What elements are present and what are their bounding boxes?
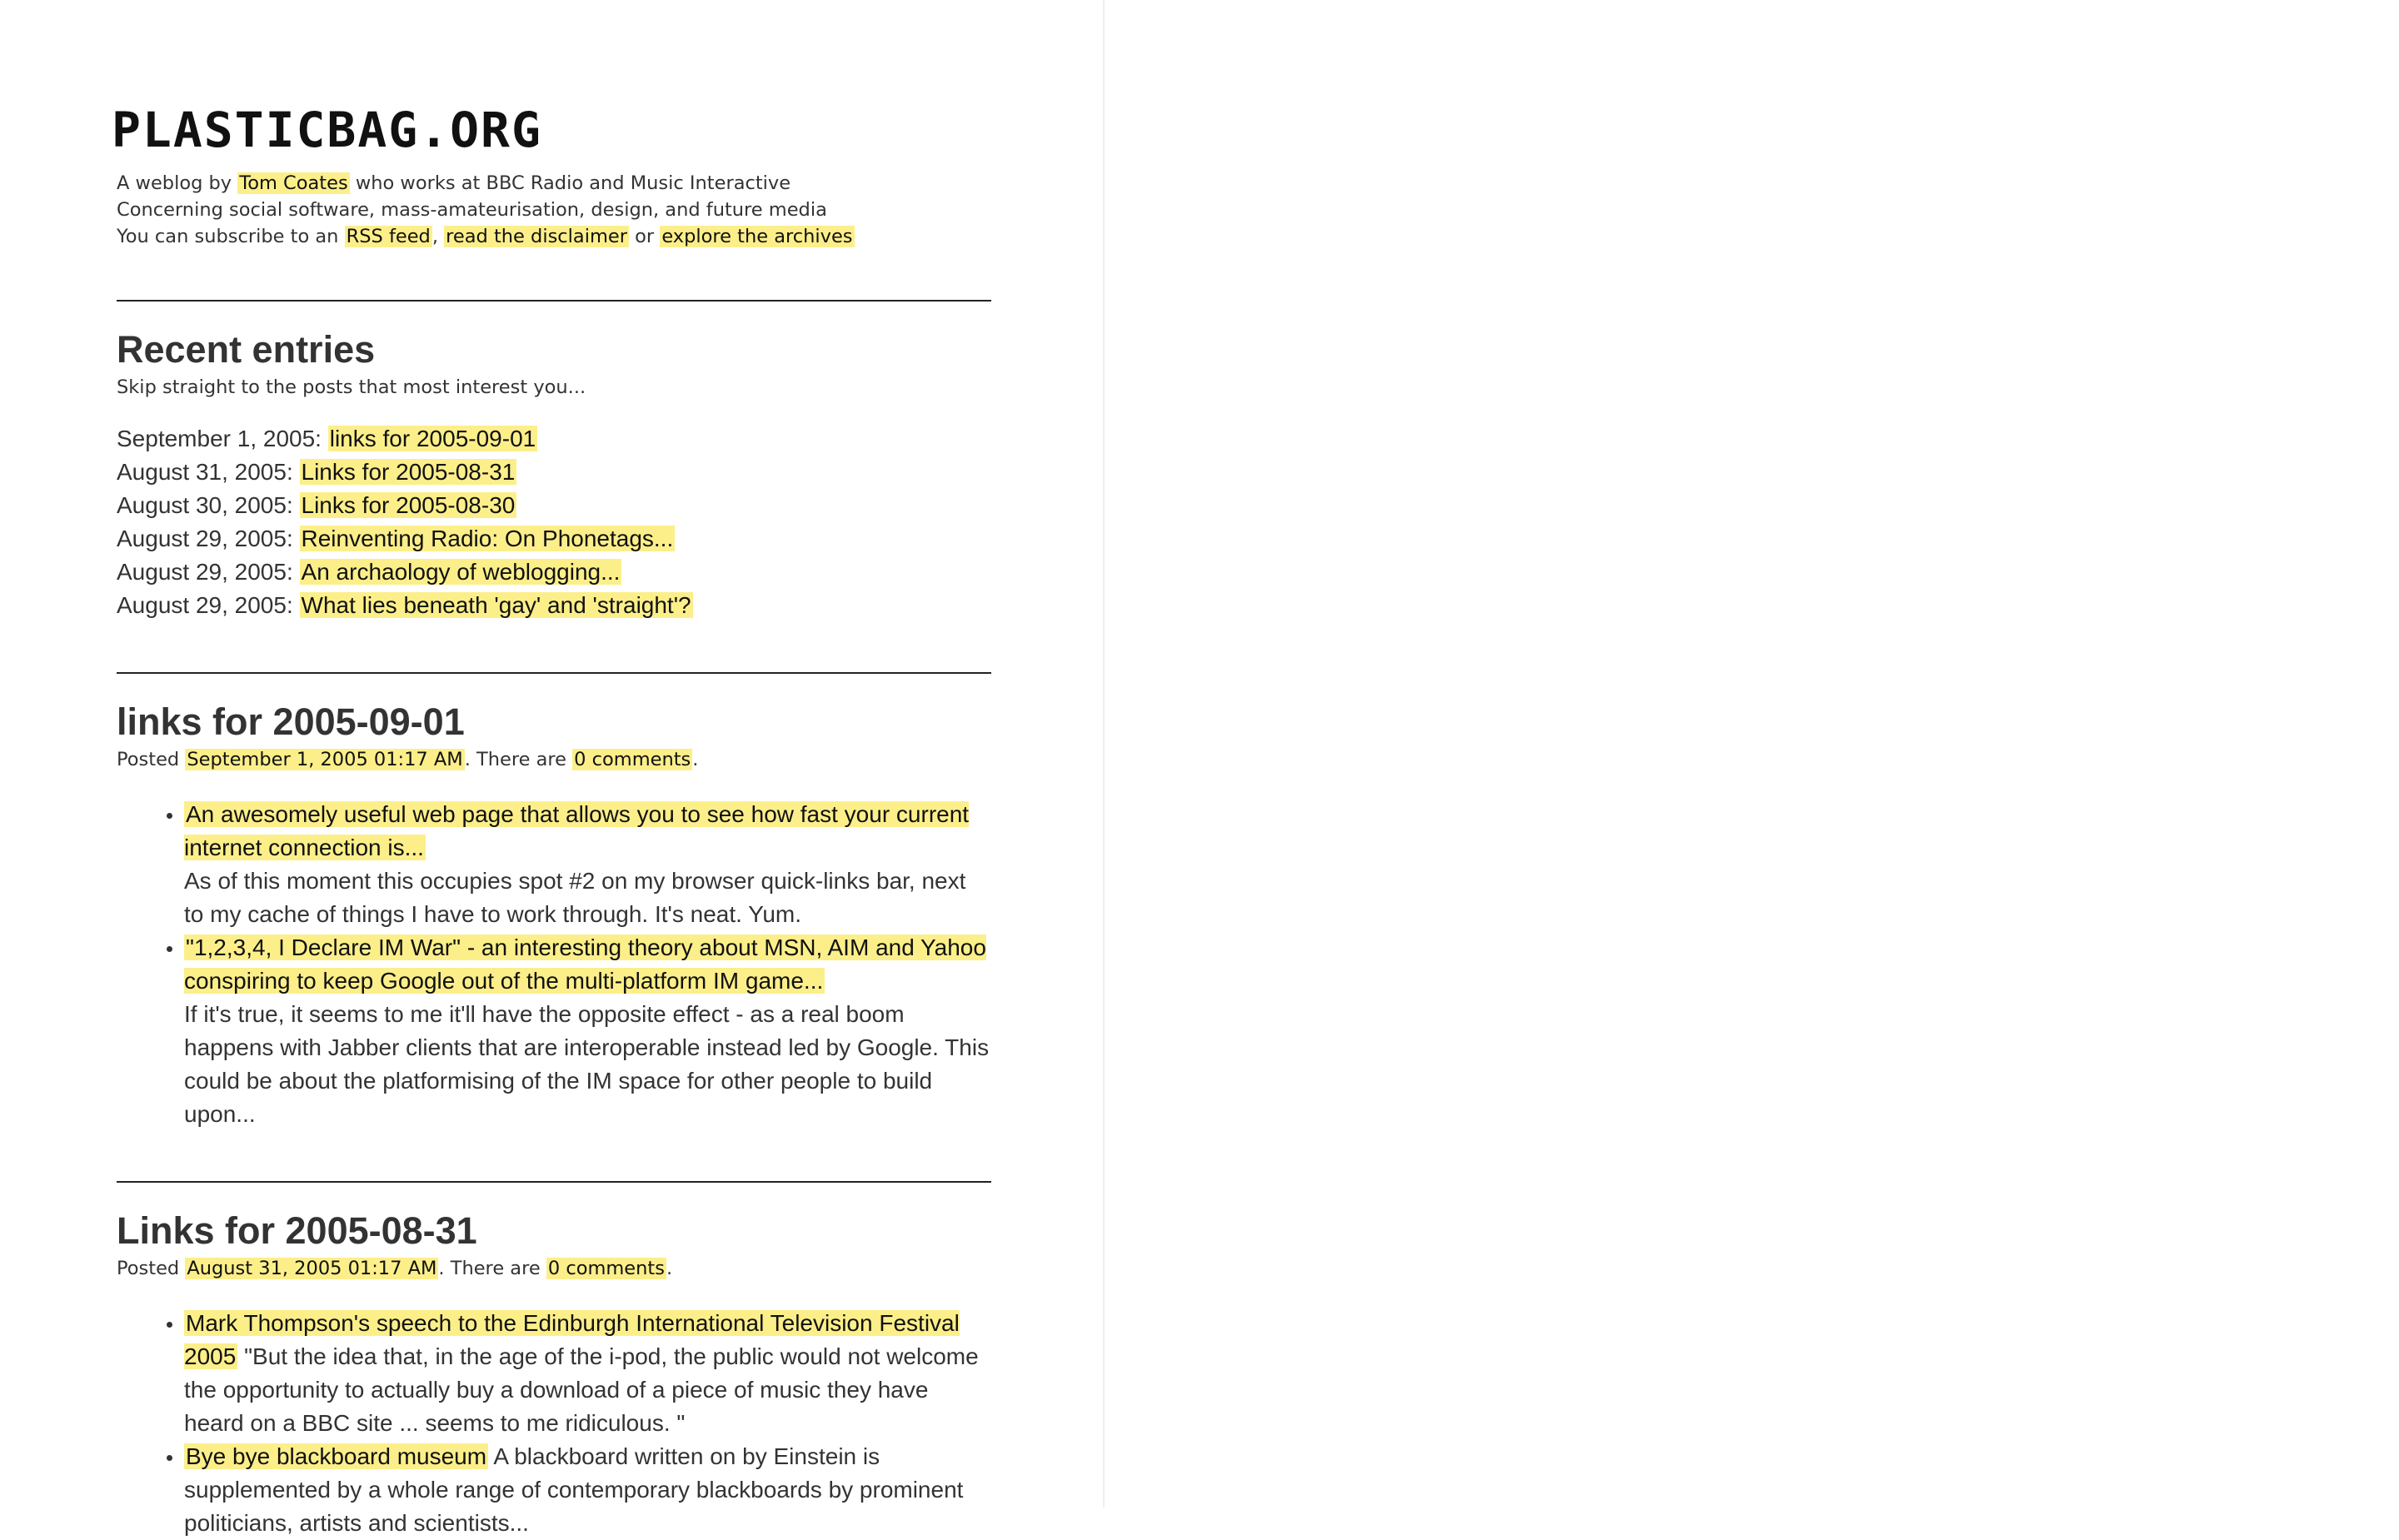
post-comments-link[interactable]: 0 comments bbox=[547, 1258, 665, 1279]
post-meta-text: Posted bbox=[117, 749, 186, 770]
list-item bbox=[184, 1307, 991, 1440]
post-title: links for 2005-09-01 bbox=[117, 700, 465, 743]
post-meta-text: . There are bbox=[464, 749, 573, 770]
post-meta-text: . There are bbox=[438, 1258, 546, 1279]
post-item-link[interactable]: "1,2,3,4, I Declare IM War" - an interesting theory about MSN, AIM and Yahoo conspiring to keep Google out of the multi-platform IM game... bbox=[184, 934, 986, 994]
post bbox=[117, 701, 991, 1131]
post-meta-text: . bbox=[666, 1258, 673, 1279]
author-link[interactable]: Tom Coates bbox=[239, 172, 348, 194]
list-item bbox=[184, 1440, 991, 1540]
post-item-link[interactable]: Bye bye blackboard museum bbox=[186, 1443, 487, 1469]
post-meta-text: Posted bbox=[117, 1258, 186, 1279]
list-item bbox=[117, 522, 991, 556]
archives-link[interactable]: explore the archives bbox=[661, 226, 853, 247]
entry-date: August 31, 2005: bbox=[117, 459, 300, 485]
list-item bbox=[117, 589, 991, 622]
recent-entries-section bbox=[117, 329, 991, 622]
site-logo-text: PLASTICBAG.ORG bbox=[112, 102, 542, 158]
intro-line-1 bbox=[117, 170, 991, 197]
intro-text: A weblog by bbox=[117, 172, 238, 194]
post-title: Links for 2005-08-31 bbox=[117, 1209, 477, 1252]
main-column bbox=[112, 102, 991, 1540]
entry-link[interactable]: Reinventing Radio: On Phonetags... bbox=[301, 526, 674, 551]
post-item-link[interactable]: An awesomely useful web page that allows you to see how fast your current internet connection is... bbox=[184, 801, 970, 860]
post-link-list bbox=[117, 1307, 991, 1540]
post-permalink[interactable]: September 1, 2005 01:17 AM bbox=[187, 749, 463, 770]
entry-date: September 1, 2005: bbox=[117, 426, 328, 451]
post-meta bbox=[117, 1255, 991, 1282]
post-item-text: "But the idea that, in the age of the i-pod, the public would not welcome the opportunity to actually buy a download of a piece of music they have heard on a BBC site ... seems to me ridiculous. " bbox=[184, 1343, 979, 1436]
rss-feed-link[interactable]: RSS feed bbox=[346, 226, 431, 247]
entry-link[interactable]: links for 2005-09-01 bbox=[329, 426, 536, 451]
post-permalink[interactable]: August 31, 2005 01:17 AM bbox=[187, 1258, 437, 1279]
entry-link[interactable]: Links for 2005-08-31 bbox=[301, 459, 516, 485]
post-item-text: If it's true, it seems to me it'll have the opposite effect - as a real boom happens with Jabber clients that are interoperable instead led by Google. This could be about the platformising of the IM space for other people to build upon... bbox=[184, 1001, 990, 1127]
page-right-border bbox=[1103, 0, 1105, 1508]
entry-date: August 29, 2005: bbox=[117, 526, 300, 551]
post-meta bbox=[117, 746, 991, 773]
entry-link[interactable]: What lies beneath 'gay' and 'straight'? bbox=[301, 592, 691, 618]
intro-text: or bbox=[628, 226, 661, 247]
post-link-list bbox=[117, 798, 991, 1131]
site-intro bbox=[117, 170, 991, 250]
disclaimer-link[interactable]: read the disclaimer bbox=[446, 226, 627, 247]
intro-text: who works at BBC Radio and Music Interactive bbox=[349, 172, 791, 194]
intro-text: , bbox=[431, 226, 445, 247]
intro-text: You can subscribe to an bbox=[117, 226, 345, 247]
intro-line-3 bbox=[117, 223, 991, 250]
recent-entries-list bbox=[117, 422, 991, 622]
list-item bbox=[117, 489, 991, 522]
list-item bbox=[184, 931, 991, 1131]
recent-entries-subtitle: Skip straight to the posts that most interest you... bbox=[117, 376, 586, 398]
entry-link[interactable]: An archaology of weblogging... bbox=[301, 559, 621, 585]
post-item-text: A blackboard written on by Einstein is supplemented by a whole range of contemporary blackboards by prominent politicians, artists and scientists... bbox=[184, 1443, 964, 1536]
entry-date: August 29, 2005: bbox=[117, 559, 300, 585]
post bbox=[117, 1210, 991, 1540]
intro-line-2: Concerning social software, mass-amateurisation, design, and future media bbox=[117, 199, 827, 221]
entry-date: August 29, 2005: bbox=[117, 592, 300, 618]
recent-entries-heading: Recent entries bbox=[117, 328, 376, 371]
list-item bbox=[117, 556, 991, 589]
list-item bbox=[117, 456, 991, 489]
post-meta-text: . bbox=[692, 749, 699, 770]
entry-date: August 30, 2005: bbox=[117, 492, 300, 518]
section-divider bbox=[117, 672, 991, 674]
site-logo[interactable] bbox=[112, 103, 991, 157]
section-divider bbox=[117, 1181, 991, 1183]
list-item bbox=[117, 422, 991, 456]
section-divider bbox=[117, 300, 991, 302]
list-item bbox=[184, 798, 991, 931]
post-comments-link[interactable]: 0 comments bbox=[574, 749, 691, 770]
post-item-text: As of this moment this occupies spot #2 on my browser quick-links bar, next to my cache of things I have to work through. It's neat. Yum. bbox=[184, 868, 966, 927]
post-item-link[interactable]: Mark Thompson's speech to the Edinburgh International Television Festival 2005 bbox=[184, 1310, 960, 1369]
entry-link[interactable]: Links for 2005-08-30 bbox=[301, 492, 516, 518]
